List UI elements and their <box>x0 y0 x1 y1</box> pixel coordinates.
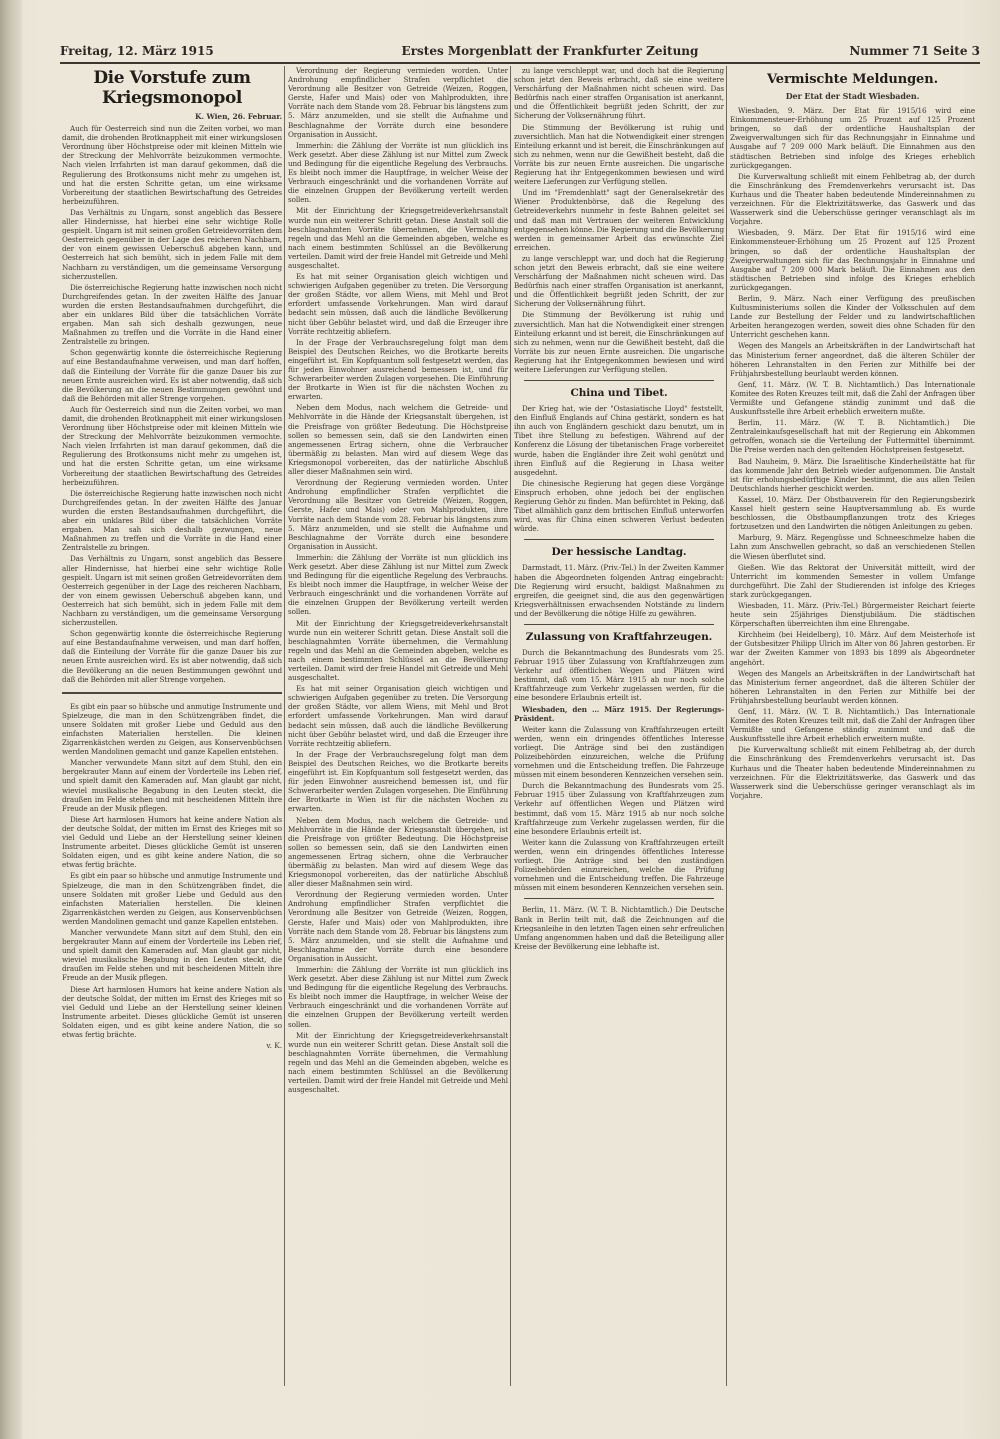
section-heading-china: China und Tibet. <box>570 387 668 400</box>
feuilleton-paragraph: Diese Art harmlosen Humors hat keine andere Nation als der deutsche Soldat, der mitten im Ernst des Krieges mit so viel Geduld und Liebe an der Herstellung seiner kleinen Instrumente arbeitet. Dieses glückliche Gemüt ist unseren Soldaten eigen, und es gibt keine andere Nation, die so etwas fertig brächte. <box>62 984 282 1039</box>
section-heading-vermischte: Vermischte Meldungen. <box>766 72 939 87</box>
feuilleton-paragraph: Es gibt ein paar so hübsche und anmutige Instrumente und Spielzeuge, die man in den Schützengräben findet, die unsere Soldaten mit großer Liebe und Geduld aus den einfachsten Materialien herstellen. Die kleinen Zigarrenkästchen werden zu Geigen, aus Konservenbüchsen werden Mandolinen gemacht und ganze Kapellen entstehen. <box>62 871 282 926</box>
paragraph: Berlin, 11. März. (W. T. B. Nichtamtlich.) Die Zentraleinkaufsgesellschaft hat mit der Regierung ein Abkommen getroffen, wonach sie die Verteilung der Futtermittel übernimmt. Die Preise werden nach den geltenden Höchstpreisen festgesetzt. <box>730 418 975 455</box>
paragraph: Genf, 11. März. (W. T. B. Nichtamtlich.) Das Internationale Komitee des Roten Kreuzes teilt mit, daß die Zahl der Anfragen über Vermißte und Gefangene ständig zunimmt und daß die Auskunftsstelle ihre Arbeit erheblich erweitern mußte. <box>730 379 975 417</box>
column-rule <box>510 66 511 1386</box>
paragraph: Schon gegenwärtig konnte die österreichische Regierung auf eine Bestandaufnahme verweisen, und man darf hoffen, daß die Einteilung der Vorräte für die ganze Dauer bis zur neuen Ernte ausreichen wird. Es ist aber notwendig, daß sich die Bevölkerung an die neuen Bestimmungen gewöhnt und daß die Behörden mit aller Strenge vorgehen. <box>62 348 282 403</box>
feuilleton-rule <box>62 692 282 694</box>
paragraph: Die chinesische Regierung hat gegen diese Vorgänge Einspruch erhoben, ohne jedoch bei der englischen Regierung Gehör zu finden. Man befürchtet in Peking, daß Tibet allmählich ganz dem britischen Einfluß unterworfen wird, was für China einen schweren Verlust bedeuten würde. <box>514 478 724 534</box>
binding-gutter <box>0 0 22 1439</box>
masthead-page: Nummer 71 Seite 3 <box>849 44 980 58</box>
paragraph: Es hat mit seiner Organisation gleich wichtigen und schwierigen Aufgaben gegenüber zu treten. Die Versorgung der großen Städte, vor allem Wiens, mit Mehl und Brot erfordert umfassende Vorkehrungen. Man wird darauf bedacht sein müssen, daß auch die ländliche Bevölkerung nicht über Gebühr belastet wird, und daß die Erzeuger ihre Vorräte rechtzeitig abliefern. <box>288 272 508 336</box>
paragraph: Wiesbaden, 9. März. Der Etat für 1915/16 wird eine Einkommensteuer-Erhöhung um 25 Prozent auf 125 Prozent bringen, so daß der ordentliche Haushaltsplan der Zweigverwaltungen sich für das Rechnungsjahr in Einnahme und Ausgabe auf 7 209 000 Mark beläuft. Die Einnahmen aus den städtischen Betrieben sind infolge des Krieges erheblich zurückgegangen. <box>730 228 975 292</box>
paragraph: Bad Nauheim, 9. März. Die Israelitische Kinderheilstätte hat für das kommende Jahr den Betrieb wieder aufgenommen. Die Anstalt ist für erholungsbedürftige Kinder bestimmt, die aus allen Teilen Deutschlands hierher geschickt werden. <box>730 456 975 493</box>
paragraph: Der Krieg hat, wie der "Ostasiatische Lloyd" feststellt, den Einfluß Englands auf China gestärkt, sondern es hat ihn auch von Engländern geschickt dazu benutzt, um in Tibet ihre Stellung zu befestigen. Während auf der Konferenz die Lösung der tibetanischen Frage vorbereitet wurde, haben die Engländer ihre Zeit wohl genützt und ihren Einfluß auf die Regierung in Lhasa weiter ausgedehnt. <box>514 404 724 477</box>
column-rule <box>726 66 727 1386</box>
paragraph: Die Kurverwaltung schließt mit einem Fehlbetrag ab, der durch die Einschränkung des Fremdenverkehrs verursacht ist. Das Kurhaus und die Theater haben bedeutende Mindereinnahmen zu verzeichnen. Für die Elektrizitätswerke, das Gaswerk und das Wasserwerk sind die Ueberschüsse geringer veranschlagt als im Vorjahre. <box>730 171 975 227</box>
paragraph: Wegen des Mangels an Arbeitskräften in der Landwirtschaft hat das Ministerium ferner angeordnet, daß die älteren Schüler der höheren Lehranstalten in den Ferien zur Mithilfe bei der Frühjahrsbestellung beurlaubt werden können. <box>730 668 975 705</box>
paragraph: Darmstadt, 11. März. (Priv.-Tel.) In der Zweiten Kammer haben die Abgeordneten folgenden Antrag eingebracht: Die Regierung wird ersucht, baldigst Maßnahmen zu ergreifen, die geeignet sind, die aus den gegenwärtigen Kriegsverhältnissen erwachsenden Notstände zu lindern und der Bevölkerung die nötige Hilfe zu gewähren. <box>514 563 724 618</box>
paragraph: Das Verhältnis zu Ungarn, sonst angeblich das Bessere aller Hindernisse, hat hierbei eine sehr wichtige Rolle gespielt. Ungarn ist mit seinen großen Getreidevorräten dem Oesterreich gegenüber in der Lage des reicheren Nachbarn, der von einem gewissen Ueberschuß abgeben kann, und Oesterreich hat sich bemüht, sich in jedem Falle mit dem Nachbarn zu verständigen, um die gemeinsame Versorgung sicherzustellen. <box>62 554 282 628</box>
feuilleton-paragraph: Diese Art harmlosen Humors hat keine andere Nation als der deutsche Soldat, der mitten im Ernst des Krieges mit so viel Geduld und Liebe an der Herstellung seiner kleinen Instrumente arbeitet. Dieses glückliche Gemüt ist unseren Soldaten eigen, und es gibt keine andere Nation, die so etwas fertig brächte. <box>62 814 282 870</box>
paragraph: Weiter kann die Zulassung von Kraftfahrzeugen erteilt werden, wenn ein dringendes öffentliches Interesse vorliegt. Die Anträge sind bei den zuständigen Polizeibehörden einzureichen, welche die Prüfung vornehmen und die Entscheidung treffen. Die Fahrzeuge müssen mit einem besonderen Kennzeichen versehen sein. <box>514 724 724 780</box>
article-title: Die Vorstufe zum Kriegsmonopol <box>93 68 251 108</box>
paragraph: Verordnung der Regierung vermieden worden. Unter Androhung empfindlicher Strafen verpflichtet die Verordnung alle Besitzer von Getreide (Weizen, Roggen, Gerste, Hafer und Mais) oder von Mahlprodukten, ihre Vorräte nach dem Stande vom 28. Februar bis längstens zum 5. März anzumelden, und sie stellt die Aufnahme und Beschlagnahme der Vorräte durch eine besondere Organisation in Aussicht. <box>288 66 508 139</box>
paragraph: Mit der Einrichtung der Kriegsgetreideverkehrsanstalt wurde nun ein weiterer Schritt getan. Diese Anstalt soll die beschlagnahmten Vorräte übernehmen, die Vermahlung regeln und das Mehl an die Gemeinden abgeben, welche es nach einem bestimmten Schlüssel an die Bevölkerung verteilen. Damit wird der freie Handel mit Getreide und Mehl ausgeschaltet. <box>288 206 508 270</box>
paragraph: Das Verhältnis zu Ungarn, sonst angeblich das Bessere aller Hindernisse, hat hierbei eine sehr wichtige Rolle gespielt. Ungarn ist mit seinen großen Getreidevorräten dem Oesterreich gegenüber in der Lage des reicheren Nachbarn, der von einem gewissen Ueberschuß abgeben kann, und Oesterreich hat sich bemüht, sich in jedem Falle mit dem Nachbarn zu verständigen, um die gemeinsame Versorgung sicherzustellen. <box>62 207 282 281</box>
paragraph: Immerhin: die Zählung der Vorräte ist nun glücklich ins Werk gesetzt. Aber diese Zählung ist nur Mittel zum Zweck und Bedingung für die eigentliche Regelung des Verbrauchs. Es bleibt noch immer die Hauptfrage, in welcher Weise der Verbrauch eingeschränkt und die vorhandenen Vorräte auf die einzelnen Gruppen der Bevölkerung verteilt werden sollen. <box>288 552 508 617</box>
column-3 <box>514 66 724 1386</box>
paragraph: Immerhin: die Zählung der Vorräte ist nun glücklich ins Werk gesetzt. Aber diese Zählung ist nur Mittel zum Zweck und Bedingung für die eigentliche Regelung des Verbrauchs. Es bleibt noch immer die Hauptfrage, in welcher Weise der Verbrauch eingeschränkt und die vorhandenen Vorräte auf die einzelnen Gruppen der Bevölkerung verteilt werden sollen. <box>288 965 508 1029</box>
paragraph: Schon gegenwärtig konnte die österreichische Regierung auf eine Bestandaufnahme verweisen, und man darf hoffen, daß die Einteilung der Vorräte für die ganze Dauer bis zur neuen Ernte ausreichen wird. Es ist aber notwendig, daß sich die Bevölkerung an die neuen Bestimmungen gewöhnt und daß die Behörden mit aller Strenge vorgehen. <box>62 629 282 684</box>
section-heading-landtag: Der hessische Landtag. <box>551 546 687 559</box>
paragraph: Auch für Oesterreich sind nun die Zeiten vorbei, wo man damit, die drohenden Brotknappheit mit einer wirkungslosen Verordnung über Höchstpreise oder mit kleinen Mitteln wie der Streckung der Mehlvorräte beizukommen vermochte. Nach vielen Irrfahrten ist man darauf gekommen, daß die Regulierung des Brotkonsums nicht mehr zu umgehen ist, und hat die ersten Schritte getan, um eine wirksame Vorbereitung der staatlichen Bewirtschaftung des Getreides herbeizuführen. <box>62 404 282 487</box>
feuilleton-paragraph: Mancher verwundete Mann sitzt auf dem Stuhl, den ein bergekrauter Mann auf einem der Vorderteile ins Leben rief, und spielt damit den Kameraden auf. Man glaubt gar nicht, wieviel musikalische Begabung in den Leuten steckt, die draußen im Felde stehen und mit bescheidenen Mitteln ihre Freude an der Musik pflegen. <box>62 758 282 813</box>
column-rule <box>284 66 285 1386</box>
paragraph: Neben dem Modus, nach welchem die Getreide- und Mehlvorräte in die Hände der Kriegsanstalt übergehen, ist die Preisfrage von größter Bedeutung. Die Höchstpreise sollen so bemessen sein, daß sie den Landwirten einen angemessenen Ertrag sichern, ohne die Verbraucher übermäßig zu belasten. Man wird auf diesem Wege das Kriegsmonopol vorbereiten, das der natürliche Abschluß aller dieser Maßnahmen sein wird. <box>288 815 508 889</box>
section-subheading-etat: Der Etat der Stadt Wiesbaden. <box>785 91 920 101</box>
paragraph: Kassel, 10. März. Der Obstbauverein für den Regierungsbezirk Kassel hielt gestern seine Hauptversammlung ab. Es wurde beschlossen, die Obstbaumpflanzungen trotz des Krieges fortzusetzen und den Landwirten die nötigen Anleitungen zu geben. <box>730 494 975 532</box>
masthead <box>60 44 980 62</box>
paragraph: Die österreichische Regierung hatte inzwischen noch nicht Durchgreifendes getan. In der zweiten Hälfte des Januar wurden die ersten Bestandsaufnahmen durchgeführt, die aber ein unklares Bild über die tatsächlichen Vorräte ergaben. Man sah sich deshalb gezwungen, neue Maßnahmen zu treffen und die Vorräte in die Hand einer Zentralstelle zu bringen. <box>62 282 282 347</box>
paragraph: Mit der Einrichtung der Kriegsgetreideverkehrsanstalt wurde nun ein weiterer Schritt getan. Diese Anstalt soll die beschlagnahmten Vorräte übernehmen, die Vermahlung regeln und das Mehl an die Gemeinden abgeben, welche es nach einem bestimmten Schlüssel an die Bevölkerung verteilen. Damit wird der freie Handel mit Getreide und Mehl ausgeschaltet. <box>288 618 508 683</box>
paragraph: Neben dem Modus, nach welchem die Getreide- und Mehlvorräte in die Hände der Kriegsanstalt übergehen, ist die Preisfrage von größter Bedeutung. Die Höchstpreise sollen so bemessen sein, daß sie den Landwirten einen angemessenen Ertrag sichern, ohne die Verbraucher übermäßig zu belasten. Man wird auf diesem Wege das Kriegsmonopol vorbereiten, das der natürliche Abschluß aller dieser Maßnahmen sein wird. <box>288 403 508 477</box>
paragraph: Genf, 11. März. (W. T. B. Nichtamtlich.) Das Internationale Komitee des Roten Kreuzes teilt mit, daß die Zahl der Anfragen über Vermißte und Gefangene ständig zunimmt und daß die Auskunftsstelle ihre Arbeit erheblich erweitern mußte. <box>730 707 975 744</box>
paragraph: Weiter kann die Zulassung von Kraftfahrzeugen erteilt werden, wenn ein dringendes öffentliches Interesse vorliegt. Die Anträge sind bei den zuständigen Polizeibehörden einzureichen, welche die Prüfung vornehmen und die Entscheidung treffen. Die Fahrzeuge müssen mit einem besonderen Kennzeichen versehen sein. <box>514 837 724 893</box>
article-signature: v. K. <box>266 1041 282 1051</box>
masthead-paper: Erstes Morgenblatt der Frankfurter Zeitung <box>401 44 699 58</box>
paragraph: Berlin, 9. März. Nach einer Verfügung des preußischen Kultusministeriums sollen die Kinder der Volksschulen auf dem Lande zur Bestellung der Felder und zu landwirtschaftlichen Arbeiten herangezogen werden, soweit dies ohne Schaden für den Unterricht geschehen kann. <box>730 293 975 340</box>
column-1 <box>62 66 282 1386</box>
paragraph: Kirchheim (bei Heidelberg), 10. März. Auf dem Meisterhofe ist der Gutsbesitzer Philipp Ulrich im Alter von 86 Jahren gestorben. Er war der Zweiten Kammer von 1893 bis 1899 als Abgeordneter angehört. <box>730 630 975 667</box>
paragraph: Durch die Bekanntmachung des Bundesrats vom 25. Februar 1915 über Zulassung von Kraftfahrzeugen zum Verkehr auf öffentlichen Wegen und Plätzen wird bestimmt, daß vom 15. März 1915 ab nur noch solche Kraftfahrzeuge zum Verkehr zugelassen werden, für die eine besondere Erlaubnis erteilt ist. <box>514 781 724 836</box>
column-4 <box>730 66 975 1386</box>
paragraph: Und im "Fremdenblatt" sagt der Generalsekretär des Wiener Produktenbörse, daß die Regelung des Getreideverkehrs nunmehr in feste Bahnen geleitet sei und daß man mit Vertrauen der weiteren Entwicklung entgegensehen könne. Die Regierung und die Bevölkerung werden in gemeinsamer Arbeit das erwünschte Ziel erreichen. <box>514 188 724 252</box>
paragraph: Marburg, 9. März. Regengüsse und Schneeschmelze haben die Lahn zum Anschwellen gebracht, so daß an verschiedenen Stellen die Wiesen überflutet sind. <box>730 533 975 561</box>
paragraph: Die Kurverwaltung schließt mit einem Fehlbetrag ab, der durch die Einschränkung des Fremdenverkehrs verursacht ist. Das Kurhaus und die Theater haben bedeutende Mindereinnahmen zu verzeichnen. Für die Elektrizitätswerke, das Gaswerk und das Wasserwerk sind die Ueberschüsse geringer veranschlagt als im Vorjahre. <box>730 745 975 800</box>
masthead-rule <box>60 62 980 64</box>
paragraph: Immerhin: die Zählung der Vorräte ist nun glücklich ins Werk gesetzt. Aber diese Zählung ist nur Mittel zum Zweck und Bedingung für die eigentliche Regelung des Verbrauchs. Es bleibt noch immer die Hauptfrage, in welcher Weise der Verbrauch eingeschränkt und die vorhandenen Vorräte auf die einzelnen Gruppen der Bevölkerung verteilt werden sollen. <box>288 140 508 205</box>
feuilleton-paragraph: Mancher verwundete Mann sitzt auf dem Stuhl, den ein bergekrauter Mann auf einem der Vorderteile ins Leben rief, und spielt damit den Kameraden auf. Man glaubt gar nicht, wieviel musikalische Begabung in den Leuten steckt, die draußen im Felde stehen und mit bescheidenen Mitteln ihre Freude an der Musik pflegen. <box>62 927 282 983</box>
section-rule <box>524 898 714 899</box>
section-rule <box>524 380 714 381</box>
paragraph: Wiesbaden, 11. März. (Priv.-Tel.) Bürgermeister Reichart feierte heute sein 25jähriges Dienstjubiläum. Die städtischen Körperschaften überreichten ihm eine Ehrengabe. <box>730 600 975 629</box>
paragraph: Es hat mit seiner Organisation gleich wichtigen und schwierigen Aufgaben gegenüber zu treten. Die Versorgung der großen Städte, vor allem Wiens, mit Mehl und Brot erfordert umfassende Vorkehrungen. Man wird darauf bedacht sein müssen, daß auch die ländliche Bevölkerung nicht über Gebühr belastet wird, und daß die Erzeuger ihre Vorräte rechtzeitig abliefern. <box>288 684 508 748</box>
paragraph: Gießen. Wie das Rektorat der Universität mitteilt, wird der Unterricht im kommenden Semester in vollem Umfange durchgeführt. Die Zahl der Studierenden ist infolge des Krieges stark zurückgegangen. <box>730 562 975 599</box>
section-rule <box>524 624 714 625</box>
paragraph: Mit der Einrichtung der Kriegsgetreideverkehrsanstalt wurde nun ein weiterer Schritt getan. Diese Anstalt soll die beschlagnahmten Vorräte übernehmen, die Vermahlung regeln und das Mehl an die Gemeinden abgeben, welche es nach einem bestimmten Schlüssel an die Bevölkerung verteilen. Damit wird der freie Handel mit Getreide und Mehl ausgeschaltet. <box>288 1030 508 1095</box>
column-2 <box>288 66 508 1386</box>
paragraph: zu lange verschleppt war, und doch hat die Regierung schon jetzt den Beweis erbracht, daß sie eine weitere Verschärfung der Maßnahmen nicht scheuen wird. Das Bedürfnis nach einer straffen Organisation ist anerkannt, und die Öffentlichkeit begrüßt jeden Schritt, der zur Sicherung der Volksernährung führt. <box>514 253 724 309</box>
paragraph: Verordnung der Regierung vermieden worden. Unter Androhung empfindlicher Strafen verpflichtet die Verordnung alle Besitzer von Getreide (Weizen, Roggen, Gerste, Hafer und Mais) oder von Mahlprodukten, ihre Vorräte nach dem Stande vom 28. Februar bis längstens zum 5. März anzumelden, und sie stellt die Aufnahme und Beschlagnahme der Vorräte durch eine besondere Organisation in Aussicht. <box>288 478 508 551</box>
paragraph: Wiesbaden, 9. März. Der Etat für 1915/16 wird eine Einkommensteuer-Erhöhung um 25 Prozent auf 125 Prozent bringen, so daß der ordentliche Haushaltsplan der Zweigverwaltungen sich für das Rechnungsjahr in Einnahme und Ausgabe auf 7 209 000 Mark beläuft. Die Einnahmen aus den städtischen Betrieben sind infolge des Krieges erheblich zurückgegangen. <box>730 106 975 170</box>
paragraph: In der Frage der Verbrauchsregelung folgt man dem Beispiel des Deutschen Reiches, wo die Brotkarte bereits eingeführt ist. Ein Kopfquantum soll festgesetzt werden, das für jeden Einwohner ausreichend bemessen ist, und für Schwerarbeiter werden Zulagen vorgesehen. Die Einführung der Brotkarte in Wien ist für die nächsten Wochen zu erwarten. <box>288 337 508 402</box>
section-heading-kraftfahrzeuge: Zulassung von Kraftfahrzeugen. <box>525 630 713 643</box>
paragraph: Wiesbaden, den ... März 1915. Der Regierungs-Präsident. <box>514 704 724 723</box>
paragraph: Die österreichische Regierung hatte inzwischen noch nicht Durchgreifendes getan. In der zweiten Hälfte des Januar wurden die ersten Bestandsaufnahmen durchgeführt, die aber ein unklares Bild über die tatsächlichen Vorräte ergaben. Man sah sich deshalb gezwungen, neue Maßnahmen zu treffen und die Vorräte in die Hand einer Zentralstelle zu bringen. <box>62 488 282 553</box>
paragraph: Wegen des Mangels an Arbeitskräften in der Landwirtschaft hat das Ministerium ferner angeordnet, daß die älteren Schüler der höheren Lehranstalten in den Ferien zur Mithilfe bei der Frühjahrsbestellung beurlaubt werden können. <box>730 341 975 378</box>
feuilleton-paragraph: Es gibt ein paar so hübsche und anmutige Instrumente und Spielzeuge, die man in den Schützengräben findet, die unsere Soldaten mit großer Liebe und Geduld aus den einfachsten Materialien herstellen. Die kleinen Zigarrenkästchen werden zu Geigen, aus Konservenbüchsen werden Mandolinen gemacht und ganze Kapellen entstehen. <box>62 701 282 757</box>
paragraph: zu lange verschleppt war, und doch hat die Regierung schon jetzt den Beweis erbracht, daß sie eine weitere Verschärfung der Maßnahmen nicht scheuen wird. Das Bedürfnis nach einer straffen Organisation ist anerkannt, und die Öffentlichkeit begrüßt jeden Schritt, der zur Sicherung der Volksernährung führt. <box>514 66 724 121</box>
masthead-date: Freitag, 12. März 1915 <box>60 44 214 58</box>
paragraph: In der Frage der Verbrauchsregelung folgt man dem Beispiel des Deutschen Reiches, wo die Brotkarte bereits eingeführt ist. Ein Kopfquantum soll festgesetzt werden, das für jeden Einwohner ausreichend bemessen ist, und für Schwerarbeiter werden Zulagen vorgesehen. Die Einführung der Brotkarte in Wien ist für die nächsten Wochen zu erwarten. <box>288 749 508 814</box>
paragraph: Berlin, 11. März. (W. T. B. Nichtamtlich.) Die Deutsche Bank in Berlin teilt mit, daß die Zeichnungen auf die Kriegsanleihe in den letzten Tagen einen sehr erfreulichen Umfang angenommen haben und daß die Beteiligung aller Kreise der Bevölkerung eine lebhafte ist. <box>514 905 724 951</box>
paragraph: Durch die Bekanntmachung des Bundesrats vom 25. Februar 1915 über Zulassung von Kraftfahrzeugen zum Verkehr auf öffentlichen Wegen und Plätzen wird bestimmt, daß vom 15. März 1915 ab nur noch solche Kraftfahrzeuge zum Verkehr zugelassen werden, für die eine besondere Erlaubnis erteilt ist. <box>514 647 724 703</box>
paragraph: Die Stimmung der Bevölkerung ist ruhig und zuversichtlich. Man hat die Notwendigkeit einer strengen Einteilung erkannt und ist bereit, die Einschränkungen auf sich zu nehmen, wenn nur die Gewißheit besteht, daß die Vorräte bis zur neuen Ernte ausreichen. Die ungarische Regierung hat ihr Entgegenkommen bewiesen und wird weitere Lieferungen zur Verfügung stellen. <box>514 122 724 187</box>
paragraph: Auch für Oesterreich sind nun die Zeiten vorbei, wo man damit, die drohenden Brotknappheit mit einer wirkungslosen Verordnung über Höchstpreise oder mit kleinen Mitteln wie der Streckung der Mehlvorräte beizukommen vermochte. Nach vielen Irrfahrten ist man darauf gekommen, daß die Regulierung des Brotkonsums nicht mehr zu umgehen ist, und hat die ersten Schritte getan, um eine wirksame Vorbereitung der staatlichen Bewirtschaftung des Getreides herbeizuführen. <box>62 124 282 206</box>
paragraph: Verordnung der Regierung vermieden worden. Unter Androhung empfindlicher Strafen verpflichtet die Verordnung alle Besitzer von Getreide (Weizen, Roggen, Gerste, Hafer und Mais) oder von Mahlprodukten, ihre Vorräte nach dem Stande vom 28. Februar bis längstens zum 5. März anzumelden, und sie stellt die Aufnahme und Beschlagnahme der Vorräte durch eine besondere Organisation in Aussicht. <box>288 890 508 963</box>
paragraph: Die Stimmung der Bevölkerung ist ruhig und zuversichtlich. Man hat die Notwendigkeit einer strengen Einteilung erkannt und ist bereit, die Einschränkungen auf sich zu nehmen, wenn nur die Gewißheit besteht, daß die Vorräte bis zur neuen Ernte ausreichen. Die ungarische Regierung hat ihr Entgegenkommen bewiesen und wird weitere Lieferungen zur Verfügung stellen. <box>514 310 724 374</box>
section-rule <box>524 539 714 540</box>
article-byline: K. Wien, 26. Februar. <box>195 112 282 121</box>
